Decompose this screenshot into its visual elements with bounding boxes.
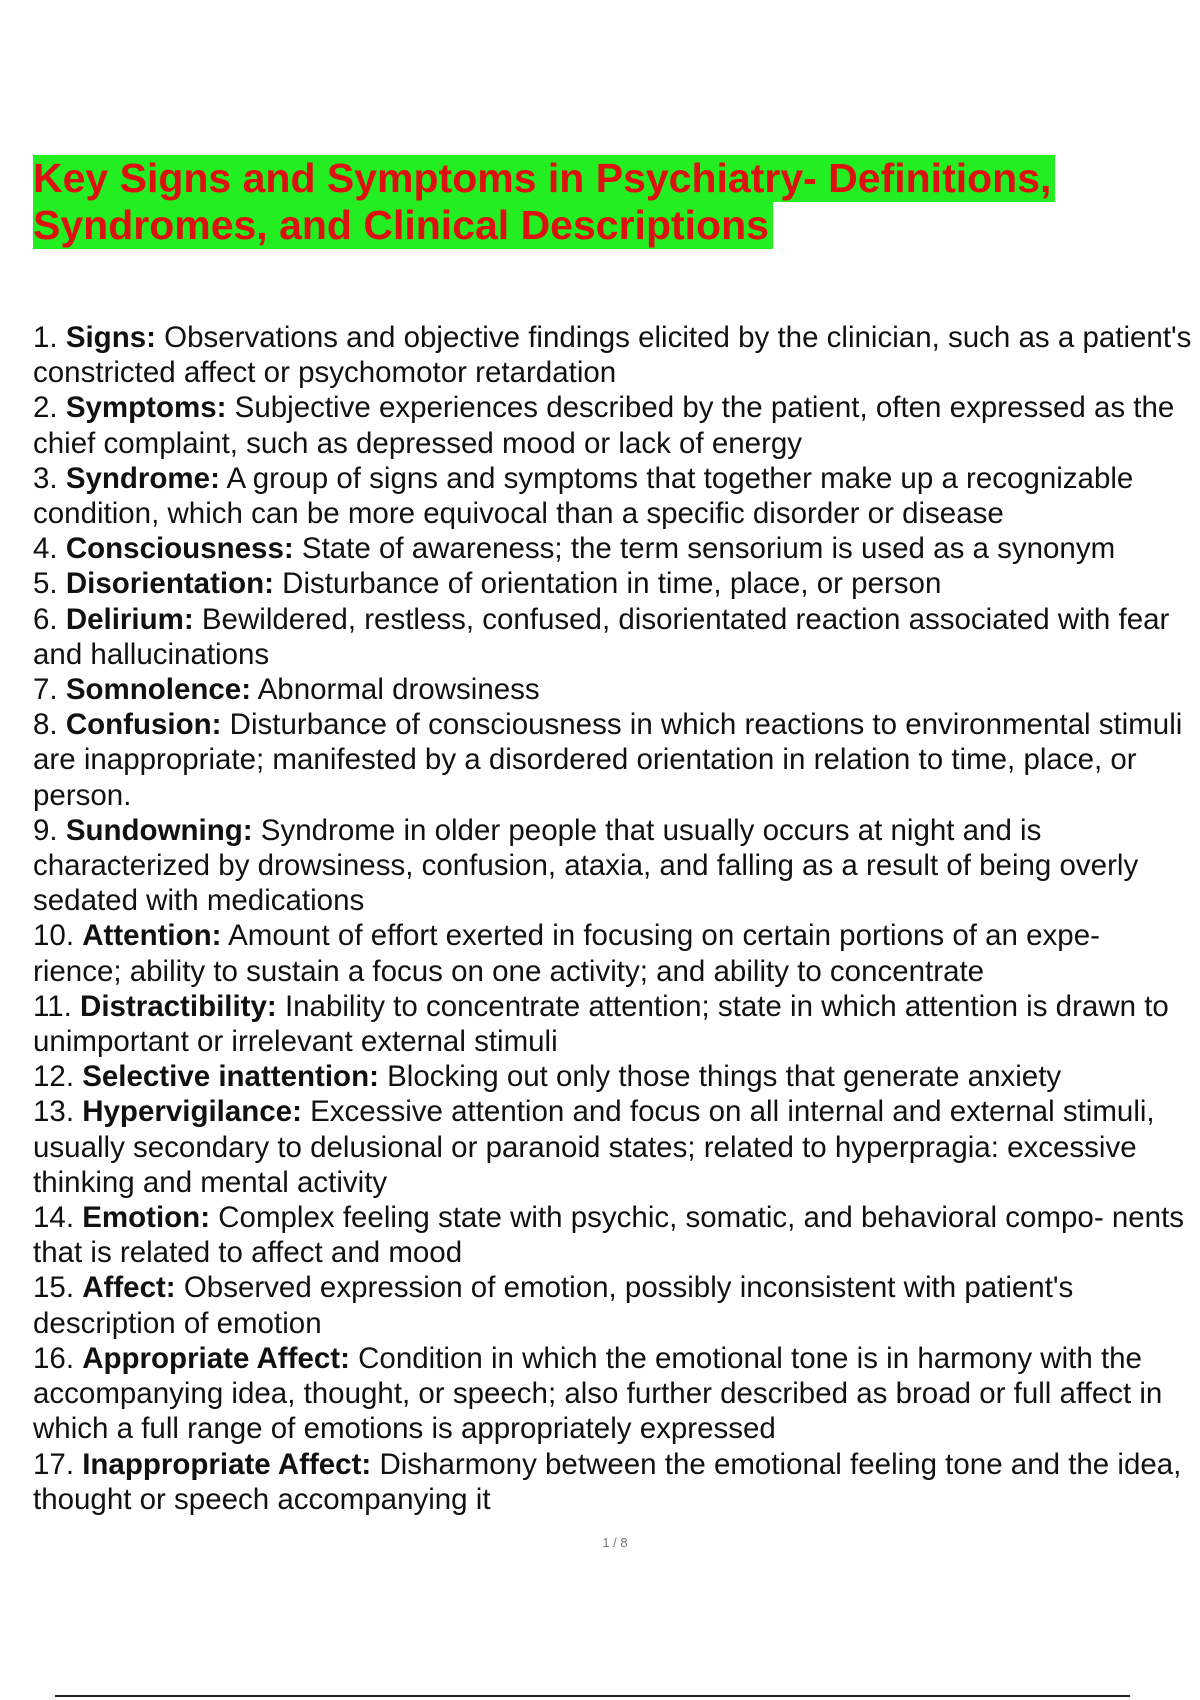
- definition-text: Complex feeling state with psychic, somatic, and behavioral compo- nents that is related to affect and mood: [33, 1201, 1185, 1270]
- definition-number: 9.: [33, 813, 58, 847]
- definition-number: 12.: [33, 1060, 75, 1094]
- definition-number: 15.: [33, 1271, 75, 1305]
- definition-item: [33, 1059, 1193, 1094]
- definition-number: 17.: [33, 1447, 75, 1481]
- title-line-1: Key Signs and Symptoms in Psychiatry- Definitions,: [33, 155, 1055, 202]
- definition-term: Delirium:: [65, 602, 194, 636]
- definition-number: 10.: [33, 919, 75, 953]
- definition-term: Confusion:: [65, 708, 222, 742]
- definition-text: Observed expression of emotion, possibly inconsistent with patient's description of emotion: [33, 1271, 1074, 1340]
- definition-number: 3.: [33, 461, 58, 495]
- definition-text: A group of signs and symptoms that together make up a recognizable condition, which can be more equivocal than a specific disorder or disease: [33, 461, 1134, 531]
- definition-term: Appropriate Affect:: [82, 1341, 350, 1375]
- definition-list: [33, 320, 1193, 1517]
- definition-item: [33, 1270, 1193, 1340]
- definition-item: [33, 320, 1193, 390]
- definition-item: [33, 1200, 1193, 1270]
- page-number: 1 / 8: [602, 1535, 628, 1550]
- definition-text: Condition in which the emotional tone is in harmony with the accompanying idea, thought, or speech; also further described as broad or full affect in which a full range of emotions is appropriately expressed: [33, 1341, 1163, 1446]
- definition-item: [33, 602, 1193, 672]
- definition-text: Blocking out only those things that generate anxiety: [387, 1060, 1062, 1094]
- definition-text: Bewildered, restless, confused, disorientated reaction associated with fear and hallucinations: [33, 602, 1170, 671]
- definition-item: [33, 918, 1193, 988]
- definition-number: 2.: [33, 391, 58, 425]
- definition-item: [33, 566, 1193, 601]
- document-title: [33, 155, 1163, 249]
- definition-number: 4.: [33, 532, 58, 566]
- definition-text: Subjective experiences described by the patient, often expressed as the chief complaint, such as depressed mood or lack of energy: [33, 391, 1175, 460]
- definition-text: State of awareness; the term sensorium is used as a synonym: [301, 532, 1116, 566]
- definition-item: [33, 461, 1193, 531]
- footer-divider: [55, 1695, 1130, 1697]
- definition-term: Hypervigilance:: [82, 1095, 302, 1129]
- definition-item: [33, 989, 1193, 1059]
- definition-text: Disharmony between the emotional feeling tone and the idea, thought or speech accompanying it: [33, 1447, 1182, 1516]
- definition-number: 7.: [33, 673, 58, 707]
- definition-text: Excessive attention and focus on all internal and external stimuli, usually secondary to delusional or paranoid states; related to hyperpragia: excessive thinking and mental activity: [33, 1095, 1155, 1199]
- definition-term: Syndrome:: [65, 461, 220, 495]
- definition-item: [33, 1447, 1193, 1517]
- definition-item: [33, 531, 1193, 566]
- definition-item: [33, 390, 1193, 460]
- definition-text: Syndrome in older people that usually occurs at night and is characterized by drowsiness, confusion, ataxia, and falling as a result of being overly sedated with medications: [33, 813, 1139, 918]
- definition-number: 16.: [33, 1341, 75, 1375]
- definition-number: 11.: [33, 989, 72, 1023]
- definition-number: 1.: [33, 321, 58, 354]
- definition-term: Selective inattention:: [82, 1060, 379, 1094]
- definition-text: Disturbance of orientation in time, place, or person: [282, 567, 942, 601]
- definition-term: Symptoms:: [65, 391, 227, 425]
- definition-term: Distractibility:: [80, 989, 277, 1023]
- definition-number: 6.: [33, 602, 58, 636]
- definition-term: Attention:: [82, 919, 222, 953]
- definition-item: [33, 707, 1193, 813]
- definition-term: Disorientation:: [65, 567, 274, 601]
- definition-term: Sundowning:: [65, 813, 253, 847]
- definition-term: Somnolence:: [65, 673, 252, 707]
- definition-item: [33, 1341, 1193, 1447]
- definition-item: [33, 672, 1193, 707]
- title-line-2: Syndromes, and Clinical Descriptions: [33, 202, 773, 249]
- definition-text: Disturbance of consciousness in which reactions to environmental stimuli are inappropriate; manifested by a disordered orientation in relation to time, place, or person.: [33, 708, 1183, 812]
- definition-number: 5.: [33, 567, 58, 601]
- definition-term: Consciousness:: [65, 532, 294, 566]
- definition-term: Signs:: [65, 321, 156, 354]
- definition-term: Emotion:: [82, 1201, 211, 1235]
- definition-item: [33, 813, 1193, 919]
- definition-text: Amount of effort exerted in focusing on certain portions of an expe- rience; ability to sustain a focus on one activity; and ability to concentrate: [33, 919, 1100, 988]
- definition-number: 8.: [33, 708, 58, 742]
- definition-number: 14.: [33, 1201, 75, 1235]
- definition-term: Inappropriate Affect:: [82, 1447, 372, 1481]
- definition-item: [33, 1094, 1193, 1200]
- definition-text: Inability to concentrate attention; state in which attention is drawn to unimportant or irrelevant external stimuli: [33, 989, 1169, 1059]
- definition-number: 13.: [33, 1095, 75, 1129]
- definition-text: Abnormal drowsiness: [257, 673, 540, 707]
- definition-text: Observations and objective findings elicited by the clinician, such as a patient's constricted affect or psychomotor retardation: [33, 321, 1192, 390]
- definition-term: Affect:: [82, 1271, 176, 1305]
